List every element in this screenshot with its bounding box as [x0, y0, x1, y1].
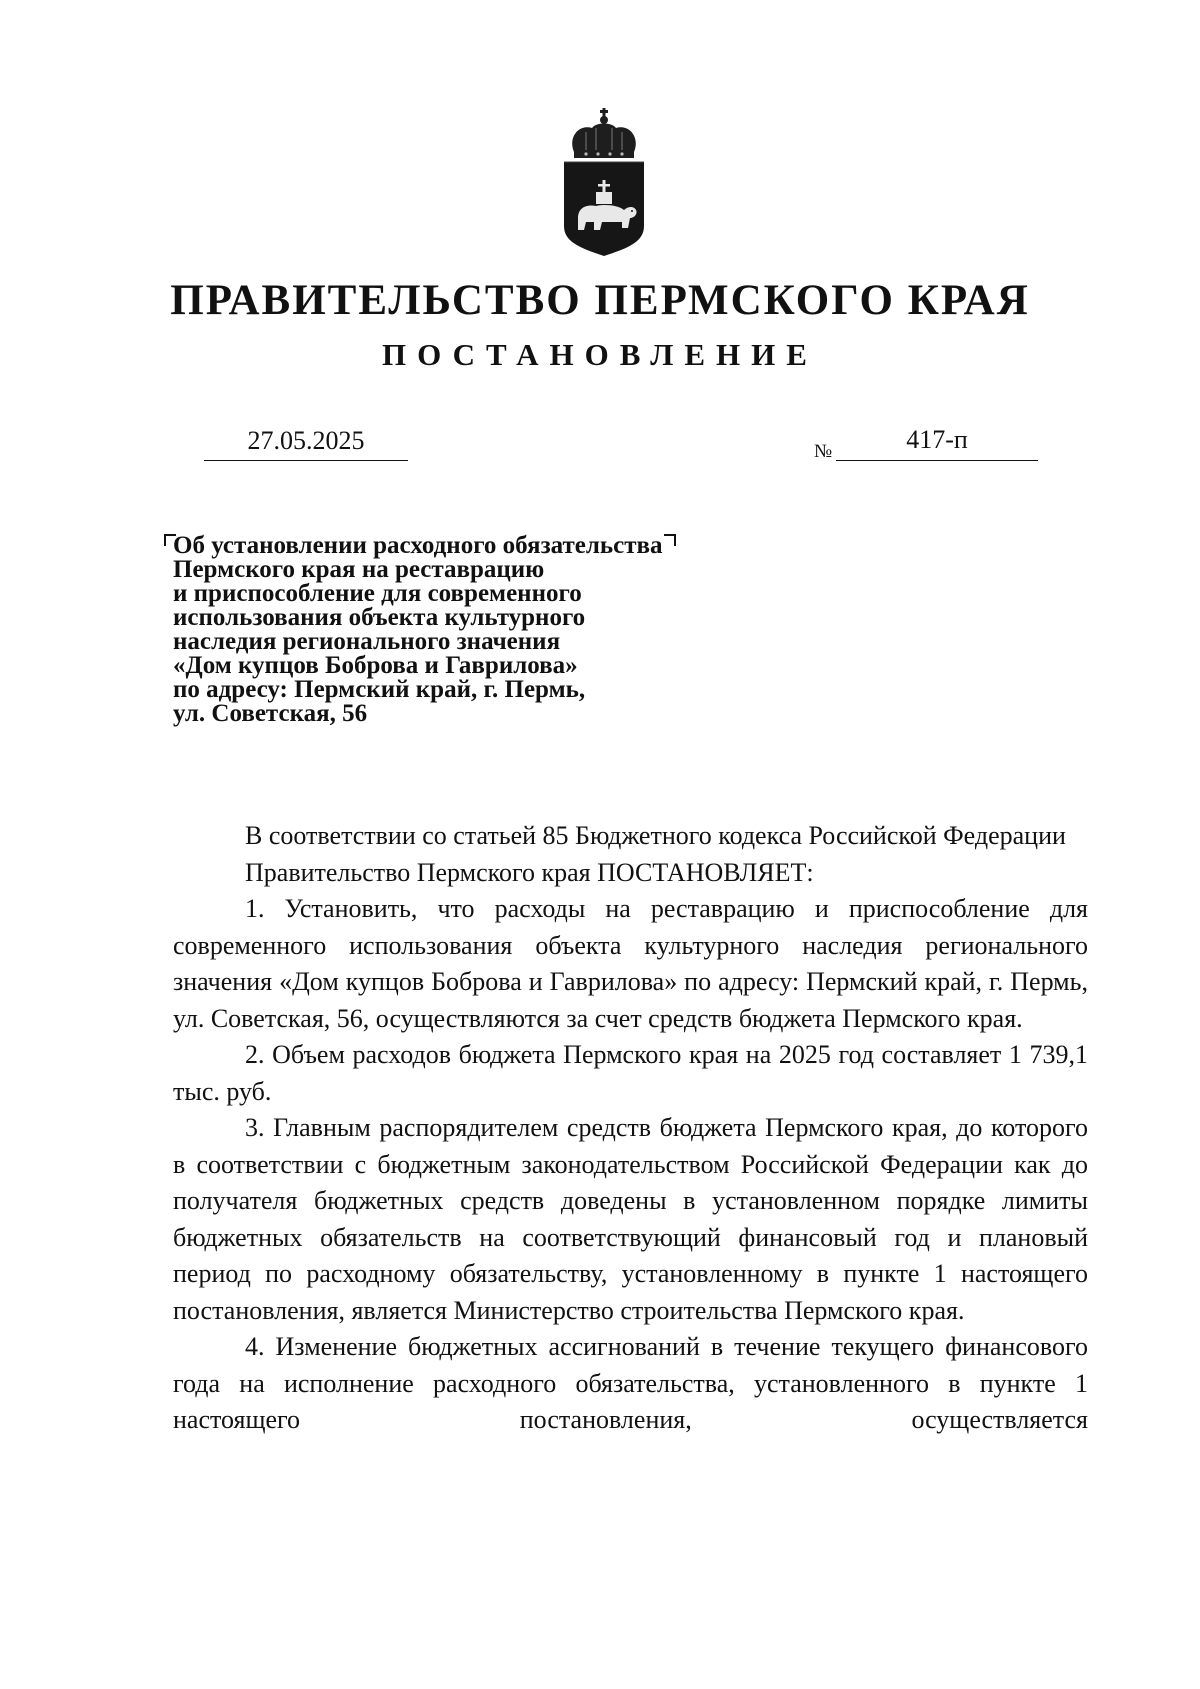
subject-line: «Дом купцов Боброва и Гаврилова»: [173, 652, 578, 679]
organization-title: ПРАВИТЕЛЬСТВО ПЕРМСКОГО КРАЯ: [170, 277, 1030, 324]
document-date: 27.05.2025: [204, 422, 408, 461]
number-sign: №: [814, 441, 833, 462]
item-3-paragraph: 3. Главным распорядителем средств бюджета Пермского края, до которого в соответствии с бюджетным законодательством Российской Федерации как до получателя бюджетных средств доведены в установленном порядке лимиты бюджетных обязательств на соответствующий финансовый год и плановый период по расходному обязательству, установленному в пункте 1 настоящего постановления, является Министерство строительства Пермского края.: [173, 1113, 1088, 1325]
subject-line: по адресу: Пермский край, г. Пермь,: [173, 676, 586, 703]
subject-line: использования объекта культурного: [173, 604, 586, 631]
resolution-paragraph: Правительство Пермского края ПОСТАНОВЛЯЕТ:: [245, 857, 814, 887]
crown-icon: [572, 108, 636, 158]
item-1-paragraph: 1. Установить, что расходы на реставрацию и приспособление для современного использования объекта культурного наследия регионального значения «Дом купцов Боброва и Гаврилова» по адресу: Пермский край, г. Пермь, ул. Советская, 56, осуществляются за счет средств бюджета Пермского края.: [173, 894, 1088, 1033]
item-4-paragraph: 4. Изменение бюджетных ассигнований в течение текущего финансового года на исполнение расходного обязательства, установленного в пункте 1 настоящего постановления, осуществляется: [173, 1332, 1088, 1434]
coat-of-arms-icon: [556, 108, 652, 258]
subject-line: Об установлении расходного обязательства: [173, 532, 663, 559]
document-type-heading: ПОСТАНОВЛЕНИЕ: [382, 337, 818, 372]
preamble-paragraph: В соответствии со статьей 85 Бюджетного кодекса Российской Федерации: [245, 821, 1066, 850]
subject-heading: [173, 534, 753, 726]
item-2-paragraph: 2. Объем расходов бюджета Пермского края на 2025 год составляет 1 739,1 тыс. руб.: [173, 1040, 1088, 1106]
document-number: 417-п: [836, 420, 1038, 461]
subject-line: и приспособление для современного: [173, 580, 582, 607]
document-body: [173, 818, 1088, 1439]
subject-line: ул. Советская, 56: [173, 700, 368, 727]
subject-line: наследия регионального значения: [173, 628, 561, 655]
subject-line: Пермского края на реставрацию: [173, 556, 545, 583]
